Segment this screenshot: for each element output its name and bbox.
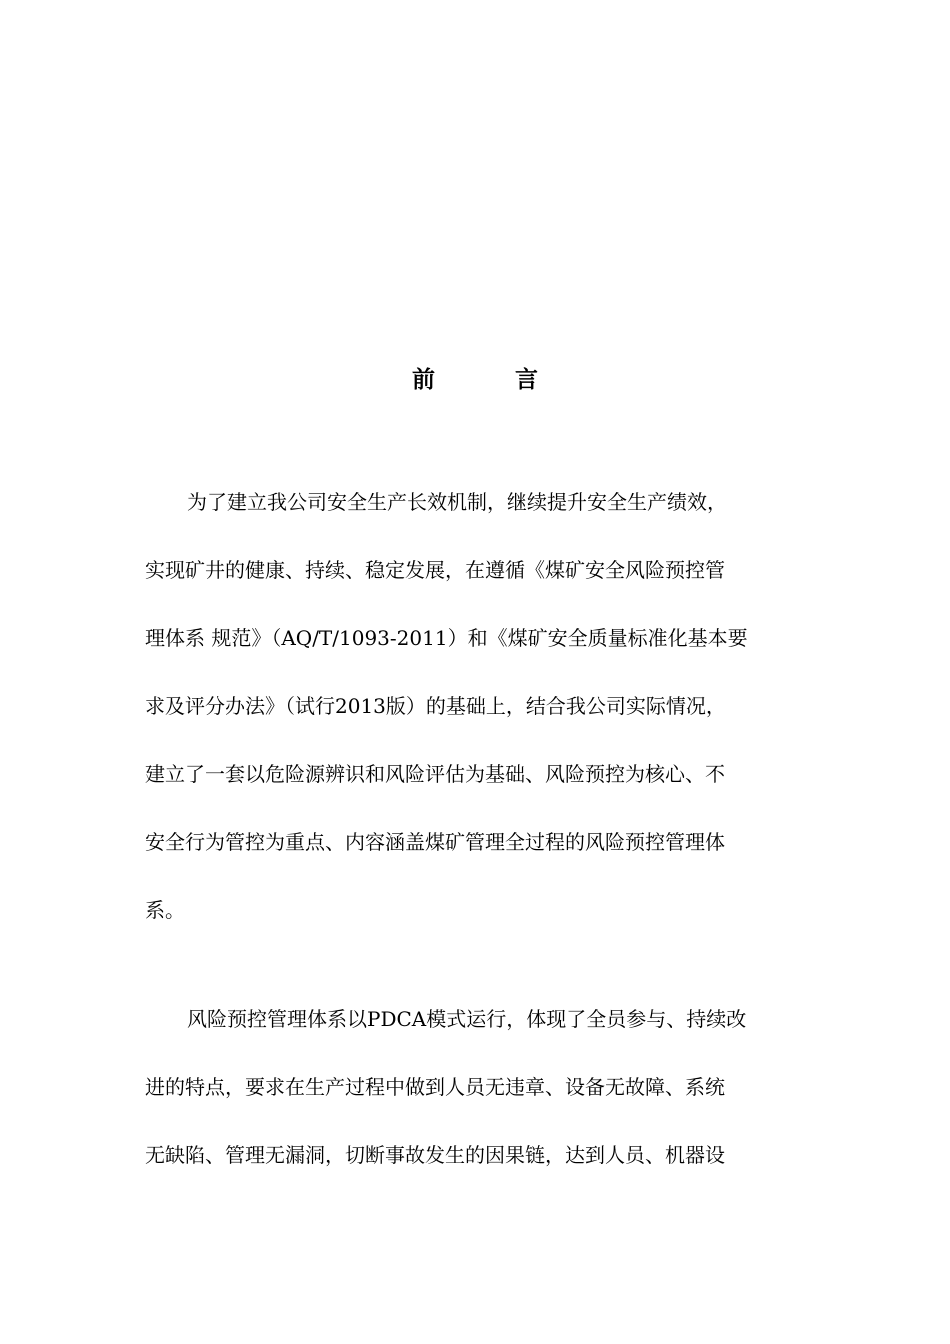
page-title [0,360,950,400]
paragraph-line: 实现矿井的健康、持续、稳定发展，在遵循《煤矿安全风险预控管 [145,558,725,582]
title-char-2: 言 [515,366,538,393]
paragraph-line: 理体系 规范》（AQ/T/1093-2011）和《煤矿安全质量标准化基本要 [145,626,748,650]
paragraph-line: 系。 [145,898,185,922]
title-char-1: 前 [412,366,435,393]
paragraph-2 [145,985,810,1189]
paragraph-line: 进的特点，要求在生产过程中做到人员无违章、设备无故障、系统 [145,1075,725,1099]
paragraph-line: 求及评分办法》（试行2013版）的基础上，结合我公司实际情况， [145,694,726,718]
paragraph-1 [145,468,810,944]
paragraph-line: 风险预控管理体系以PDCA模式运行，体现了全员参与、持续改 [187,1007,747,1031]
paragraph-line: 安全行为管控为重点、内容涵盖煤矿管理全过程的风险预控管理体 [145,830,725,854]
paragraph-line: 无缺陷、管理无漏洞，切断事故发生的因果链，达到人员、机器设 [145,1143,725,1167]
paragraph-line: 建立了一套以危险源辨识和风险评估为基础、风险预控为核心、不 [145,762,725,786]
paragraph-line: 为了建立我公司安全生产长效机制，继续提升安全生产绩效， [187,490,727,514]
